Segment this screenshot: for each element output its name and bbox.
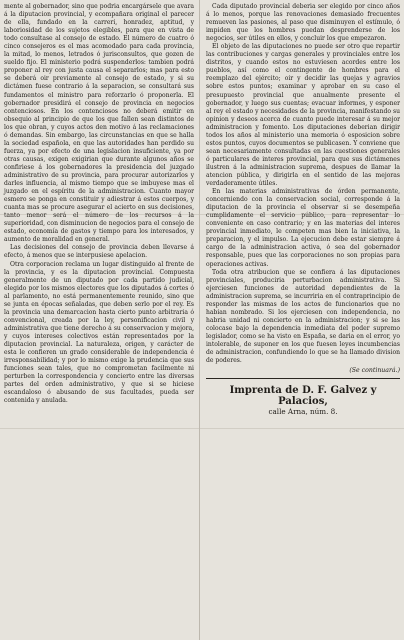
column-divider xyxy=(199,0,200,640)
paper-fold xyxy=(0,428,404,429)
divider-rule xyxy=(206,378,400,379)
paragraph: El objeto de las diputaciones no puede ser otro que repartir las contribuciones y cargas generales y provinciales entre los distritos, y cuando estos no estuviesen acordes entre los pueblos, así como el contingente de hombres para el reemplazo del ejército; oir y decidir las quejas y agravios sobre estos puntos; examinar y aprobar en su caso el presupuesto provincial que anualmente presente el gobernador, y luego sus cuentas; evacuar informes, y esponer al rey el estado y necesidades de la provincia, manifestando su opinion y deseos acerca de cuanto puede interesar á su mejor administracion y fomento. Los diputaciones deberian dirigir todos los años al ministerio una memoria ó esposicion sobre estos puntos, cuyos documentos se publicasen. Y conviene que sean necesariamente consultadas en las cuestiones generales ó particulares de interes provincial, para que sus dictámenes ilustren á la administracion suprema, despues de llamar la atencion pública, y dirigirla en el sentido de las mejoras verdaderamente útiles. xyxy=(206,43,400,188)
paragraph: Cada diputado provincial deberia ser elegido por cinco años á lo menos, porque las renovaciones demasiado frecuentes remueven las pasiones, al paso que disminuyen el estímulo, ó impiden que los hombres puedan desprenderse de los negocios, ser útiles en ellos, y concluir los que empezaron. xyxy=(206,3,400,43)
imprint-address: calle Arna, núm. 8. xyxy=(268,407,338,417)
paragraph: Las decisiones del consejo de provincia deben llevarse á efecto, á menos que se interpusiese apelacion. xyxy=(4,244,194,260)
paragraph: Toda otra atribucion que se confiera á las diputaciones provinciales, produciria perturbacion administrativa. Si ejerciesen funciones de autoridad dependientes de la administracion suprema, se incurriria en el contraprincipio de responder las mismas de los actos de funcionarios que no habian nombrado. Si los ejerciesen con independencia, no habria unidad ni concierto en la administracion; y si se las colocase bajo la dependencia inmediata del poder supremo legislador, como se ha visto en España, se daria en el error, yo intolerable, de suponer en los que fuesen leyes incumbencias de administracion, confundiendo lo que se ha llamado division de poderes. xyxy=(206,268,400,365)
continued-note: (Se continuará.) xyxy=(349,367,400,375)
paragraph: En las materias administrativas de órden permanente, concerniendo con la conservacion social, corresponde á la diputacion de la provincia el observar si se desempeña cumplidamente el servicio público, para representar lo conveniente en caso contrario; y en las materias del interes provincial inmediato, le competen mas bien la iniciativa, la preparacion, y el impulso. La ejecucion debe estar siempre á cargo de la administracion activa, ó sea del gobernador responsable, pues que las corporaciones no son propias para operaciones activas. xyxy=(206,188,400,268)
paragraph: Otra corporacion reclama un lugar distinguido al frente de la provincia, y es la diputacion provincial. Compuesta generalmente de un diputado por cada partido judicial, elegido por los mismos electores que los diputados á cortes ó al parlamento, no está permanentemente reunido, sino que se junta en épocas señaladas, que deben serlo por el rey. Es la provincia una demarcacion hasta cierto punto arbitraria ó convencional, creada por la ley, personificacion civil y administrativa que tiene derecho á su conservacion y mejora, y cuyos intereses colectivos están representados por la diputacion provincial. La naturaleza, origen, y carácter de esta le confieren un grado considerable de independencia é irresponsabilidad; y por lo mismo exige la prudencia que sus funciones sean tales, que no comprometan facilmente ni perturben la correspondencia y concierto entre las diversas partes del orden administrativo, y que si se hiciese escandaloso ó abusando de sus facultades, pueda ser contenida y anulada. xyxy=(4,260,194,405)
paragraph: mente al gobernador, sino que podria encargársele que avara á la diputacion provincial, y ecompañara original el parecer de ella, fundado en la carreri, honradez, aptitud, y laboriosidad de los sujetos elegibles, para que en vista de todo consultase al consejo de estado. El número de cuatro ó cinco consejeros es el mas acomodado para cada provincia, la mitad, lo menos, letrados ó jurisconsultos, que gozen de sueldo fijo. El ministerio podrá suspenderlos: tambien podrá proponer al rey con justa causa el separarlos; mas para esto se deberá oir previamente al consejo de estado, y si su dictámen fuese contrario á la separacion, se consultará sus fundamentos el ministro para reforzarlo ó proponerla. El gobernador presidirá el consejo de provincia en negocios contenciosos. En los contenciosos no deberá emitir en obsequio al principio de que los que fallen sean distintos de los que obran, y cuyos actos den motivo á las reclamaciones ó demandas. Sin embargo, las circunstancias en que se halla la sociedad española, en que las autoridades han perdido su fuerza, ya por efecto de una legislacion insuficiente, ya por otras causas, exigen exigirian que durante algunos años se confiriese á los gobernadores la presidencia del juzgado administrativo de su provincia, para procurar autorizarlos y darles influencia, al mismo tiempo que se imbuyese mas el juzgado en el espíritu de la administracion. Cuanto mayor esmero se ponga en constituir y adiestrar á estos cuerpos, y cuanta mas se procure asegurar el acierto en sus decisiones, tanto menor será el número de los recursos á la superioridad, con disminucion de negocios para el consejo de estado, economía de gastos y tiempo para los interesados, y aumento de moralidad en general. xyxy=(4,3,194,244)
left-column xyxy=(4,3,194,405)
imprint-title: Imprenta de D. F. Galvez y Palacios, xyxy=(229,385,377,408)
right-column xyxy=(206,3,400,416)
